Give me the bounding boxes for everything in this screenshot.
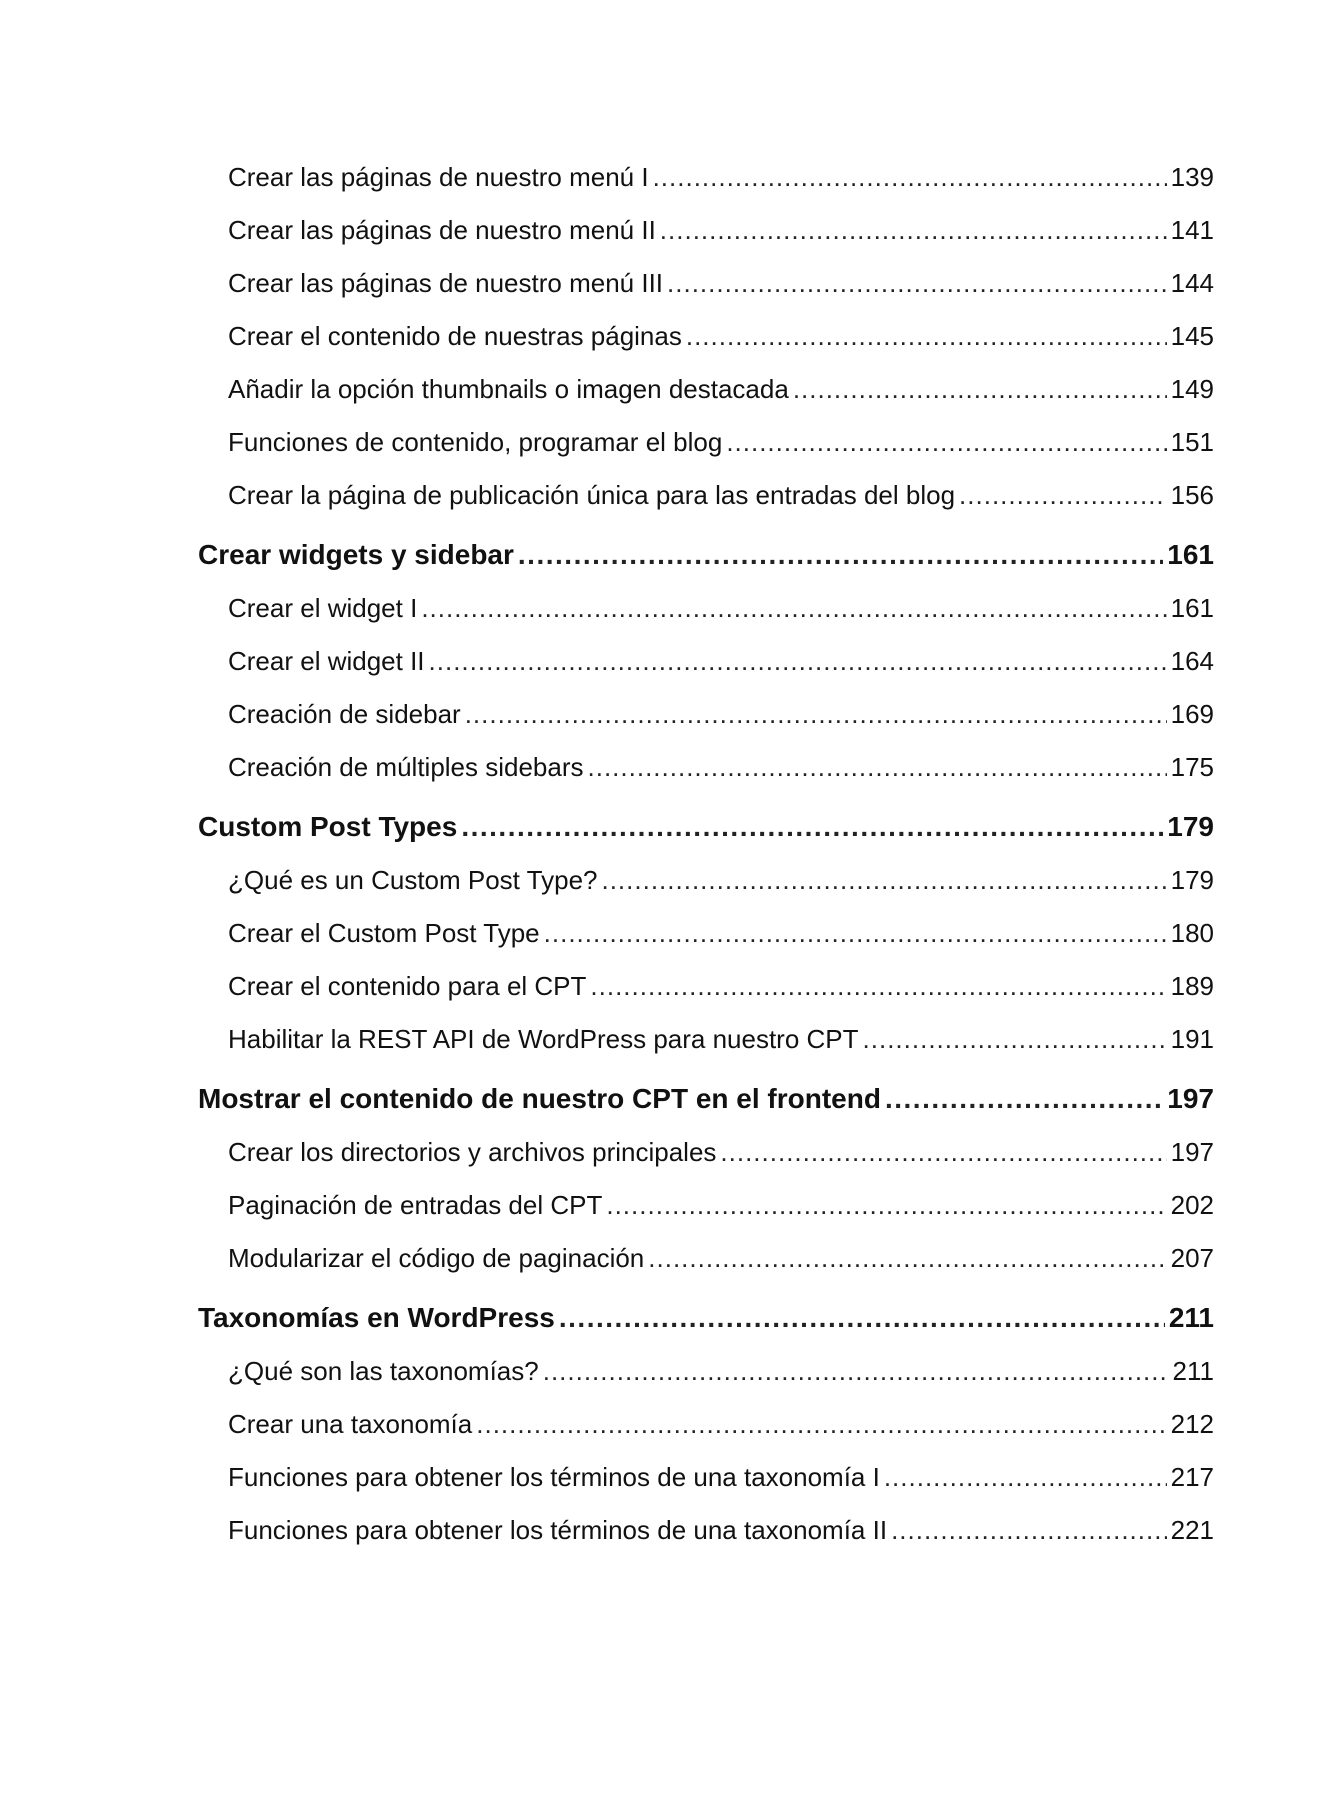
toc-entry-page-number: 212 — [1170, 1409, 1214, 1439]
toc-entry-title: Creación de múltiples sidebars — [228, 752, 584, 782]
toc-chapter-entry[interactable] — [198, 1081, 1214, 1117]
dot-leader — [885, 1081, 1163, 1117]
toc-entry-title: Crear las páginas de nuestro menú I — [228, 162, 649, 192]
toc-section-entry[interactable] — [228, 372, 1214, 406]
toc-entry-page-number: 207 — [1170, 1243, 1214, 1273]
toc-entry-title: Crear el widget I — [228, 593, 418, 623]
toc-section-entry[interactable] — [228, 1354, 1214, 1388]
toc-entry-title: ¿Qué son las taxonomías? — [228, 1356, 539, 1386]
toc-section-entry[interactable] — [228, 319, 1214, 353]
toc-section-entry[interactable] — [228, 1460, 1214, 1494]
dot-leader — [518, 537, 1163, 573]
toc-entry-page-number: 221 — [1170, 1515, 1214, 1545]
toc-section-entry[interactable] — [228, 1241, 1214, 1275]
toc-entry-title: Crear una taxonomía — [228, 1409, 473, 1439]
toc-entry-title: Crear las páginas de nuestro menú II — [228, 215, 656, 245]
dot-leader — [863, 1022, 1167, 1056]
dot-leader — [559, 1300, 1165, 1336]
table-of-contents — [198, 160, 1214, 1566]
toc-entry-title: Custom Post Types — [198, 811, 458, 842]
toc-entry-title: Crear los directorios y archivos principales — [228, 1137, 717, 1167]
toc-entry-title: Crear la página de publicación única para las entradas del blog — [228, 480, 956, 510]
toc-section-entry[interactable] — [228, 916, 1214, 950]
dot-leader — [461, 809, 1163, 845]
toc-entry-title: Funciones de contenido, programar el blog — [228, 427, 723, 457]
toc-entry-title: Taxonomías en WordPress — [198, 1302, 555, 1333]
dot-leader — [476, 1407, 1166, 1441]
toc-entry-page-number: 149 — [1170, 374, 1214, 404]
toc-entry-title: Paginación de entradas del CPT — [228, 1190, 603, 1220]
toc-entry-page-number: 191 — [1170, 1024, 1214, 1054]
dot-leader — [648, 1241, 1166, 1275]
toc-entry-page-number: 156 — [1170, 480, 1214, 510]
dot-leader — [588, 750, 1167, 784]
dot-leader — [793, 372, 1167, 406]
toc-entry-page-number: 179 — [1170, 865, 1214, 895]
toc-section-entry[interactable] — [228, 863, 1214, 897]
toc-section-entry[interactable] — [228, 1513, 1214, 1547]
toc-entry-page-number: 197 — [1170, 1137, 1214, 1167]
toc-entry-page-number: 202 — [1170, 1190, 1214, 1220]
toc-entry-page-number: 161 — [1167, 539, 1214, 570]
dot-leader — [590, 969, 1166, 1003]
dot-leader — [544, 916, 1167, 950]
dot-leader — [660, 213, 1167, 247]
toc-entry-page-number: 164 — [1170, 646, 1214, 676]
toc-entry-title: Funciones para obtener los términos de una taxonomía I — [228, 1462, 880, 1492]
toc-chapter-entry[interactable] — [198, 1300, 1214, 1336]
toc-entry-title: Habilitar la REST API de WordPress para nuestro CPT — [228, 1024, 859, 1054]
dot-leader — [429, 644, 1167, 678]
toc-section-entry[interactable] — [228, 1407, 1214, 1441]
toc-entry-page-number: 180 — [1170, 918, 1214, 948]
toc-entry-title: ¿Qué es un Custom Post Type? — [228, 865, 598, 895]
toc-entry-title: Creación de sidebar — [228, 699, 461, 729]
toc-entry-page-number: 211 — [1168, 1302, 1214, 1333]
toc-entry-title: Crear el Custom Post Type — [228, 918, 540, 948]
toc-section-entry[interactable] — [228, 1135, 1214, 1169]
toc-chapter-entry[interactable] — [198, 809, 1214, 845]
toc-entry-page-number: 189 — [1170, 971, 1214, 1001]
dot-leader — [465, 697, 1167, 731]
toc-entry-title: Modularizar el código de paginación — [228, 1243, 645, 1273]
toc-entry-page-number: 179 — [1167, 811, 1214, 842]
toc-entry-title: Crear el contenido para el CPT — [228, 971, 587, 1001]
toc-section-entry[interactable] — [228, 697, 1214, 731]
dot-leader — [606, 1188, 1166, 1222]
toc-entry-page-number: 144 — [1170, 268, 1214, 298]
toc-section-entry[interactable] — [228, 160, 1214, 194]
toc-section-entry[interactable] — [228, 1188, 1214, 1222]
toc-entry-page-number: 217 — [1170, 1462, 1214, 1492]
dot-leader — [726, 425, 1166, 459]
dot-leader — [653, 160, 1167, 194]
dot-leader — [421, 591, 1166, 625]
toc-section-entry[interactable] — [228, 478, 1214, 512]
toc-entry-page-number: 151 — [1170, 427, 1214, 457]
toc-entry-title: Crear widgets y sidebar — [198, 539, 514, 570]
toc-section-entry[interactable] — [228, 644, 1214, 678]
dot-leader — [891, 1513, 1167, 1547]
toc-entry-title: Mostrar el contenido de nuestro CPT en el frontend — [198, 1083, 881, 1114]
dot-leader — [959, 478, 1167, 512]
toc-section-entry[interactable] — [228, 266, 1214, 300]
toc-entry-title: Funciones para obtener los términos de una taxonomía II — [228, 1515, 888, 1545]
dot-leader — [601, 863, 1166, 897]
toc-entry-page-number: 175 — [1170, 752, 1214, 782]
toc-entry-page-number: 145 — [1170, 321, 1214, 351]
dot-leader — [686, 319, 1167, 353]
toc-entry-page-number: 161 — [1170, 593, 1214, 623]
toc-entry-page-number: 211 — [1172, 1356, 1214, 1386]
toc-section-entry[interactable] — [228, 969, 1214, 1003]
dot-leader — [543, 1354, 1169, 1388]
toc-entry-title: Crear las páginas de nuestro menú III — [228, 268, 664, 298]
toc-entry-title: Crear el widget II — [228, 646, 425, 676]
toc-entry-page-number: 169 — [1170, 699, 1214, 729]
toc-section-entry[interactable] — [228, 425, 1214, 459]
toc-section-entry[interactable] — [228, 1022, 1214, 1056]
toc-entry-page-number: 197 — [1167, 1083, 1214, 1114]
dot-leader — [884, 1460, 1167, 1494]
toc-chapter-entry[interactable] — [198, 537, 1214, 573]
toc-section-entry[interactable] — [228, 213, 1214, 247]
toc-entry-page-number: 141 — [1170, 215, 1214, 245]
dot-leader — [667, 266, 1167, 300]
toc-entry-page-number: 139 — [1170, 162, 1214, 192]
toc-section-entry[interactable] — [228, 591, 1214, 625]
toc-section-entry[interactable] — [228, 750, 1214, 784]
toc-entry-title: Crear el contenido de nuestras páginas — [228, 321, 682, 351]
toc-entry-title: Añadir la opción thumbnails o imagen destacada — [228, 374, 789, 404]
dot-leader — [720, 1135, 1166, 1169]
